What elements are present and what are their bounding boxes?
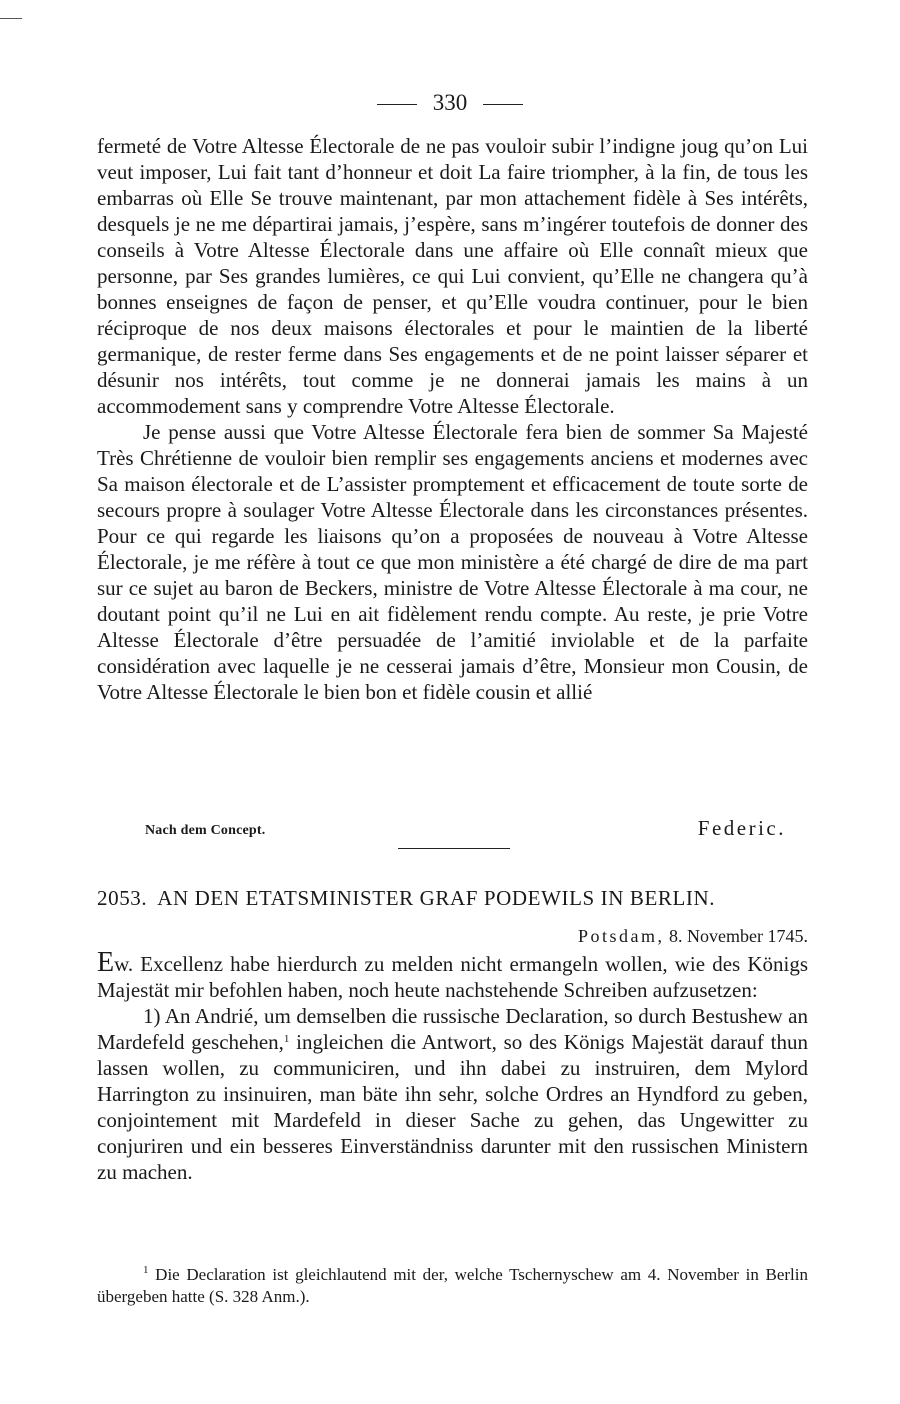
french-paragraph-2: Je pense aussi que Votre Altesse Électorale fera bien de sommer Sa Majesté Très Chrétienne de vouloir bien remplir ses engagements anciens et modernes avec Sa maison électorale et de L’assister promptement et efficacement de toute sorte de secours propre à soulager Votre Altesse Électorale dans les circonstances présentes. Pour ce qui regarde les liaisons qu’on a proposées de nouveau à Votre Altesse Électorale, je me réfère à tout ce que mon ministère a été chargé de dire de ma part sur ce sujet au baron de Beckers, ministre de Votre Altesse Électorale à ma cour, ne doutant point qu’il ne Lui en ait fidèlement rendu compte. Au reste, je prie Votre Altesse Électorale d’être persuadée de l’amitié inviolable et de la parfaite considération avec laquelle je ne cesserai jamais d’être, Monsieur mon Cousin, de Votre Altesse Électorale le bien bon et fidèle cousin et allié: [97, 420, 808, 704]
page-number: 330: [432, 90, 468, 115]
german-item-1-text-a: 1) An Andrié, um demselben die russische Declaration, so durch Bestushew an Mardefeld geschehen,: [97, 1004, 808, 1054]
german-intro-text: w. Excellenz habe hierdurch zu melden nicht ermangeln wollen, wie des Königs Majestät mir befohlen haben, noch heute nachstehende Schreiben aufzusetzen:: [97, 952, 808, 1002]
footnote: [97, 1264, 808, 1308]
german-item-1-text-b: ingleichen die Antwort, so des Königs Majestät darauf thun lassen wollen, zu communiciren, und ihn dabei zu instruiren, dem Mylord Harrington zu insinuiren, man bäte ihn sehr, solche Ordres an Hyndford zu geben, conjointement mit Mardefeld in dieser Sache zu gehen, das Ungewitter zu conjuriren und ein besseres Einverständniss darunter mit den russischen Ministern zu machen.: [97, 1030, 808, 1184]
french-letter-text: [97, 133, 808, 705]
footnote-marker: 1: [143, 1264, 149, 1276]
document-date: 8. November 1745.: [669, 926, 808, 946]
german-letter-text: [97, 947, 808, 1185]
document-place: Potsdam,: [578, 926, 665, 946]
document-number: 2053.: [97, 886, 148, 910]
signature: Federic.: [697, 816, 786, 840]
source-note: Nach dem Concept.: [145, 823, 266, 838]
header-dash-right: [483, 104, 523, 105]
page-header: [0, 88, 900, 118]
german-intro-paragraph: [97, 947, 808, 1003]
header-dash-left: [377, 104, 417, 105]
scan-edge-mark: [0, 18, 22, 19]
french-paragraph-1: fermeté de Votre Altesse Électorale de ne pas vouloir subir l’indigne joug qu’on Lui veut imposer, Lui fait tant d’honneur et doit La faire triompher, à la fin, de tous les embarras où Elle Se trouve maintenant, par mon attachement fidèle à Ses intérêts, desquels je ne me départirai jamais, j’espère, sans m’ingérer toutefois de donner des conseils à Votre Altesse Électorale dans une affaire où Elle connaît mieux que personne, par Ses grandes lumières, ce qui Lui convient, qu’Elle ne changera qu’à bonnes enseignes de façon de penser, et qu’Elle voudra continuer, pour le bien réciproque de nos deux maisons électorales et pour le maintien de la liberté germanique, de rester ferme dans Ses engagements et de ne point laisser séparer et désunir nos intérêts, tout comme je ne donnerai jamais les mains à un accommodement sans y comprendre Votre Altesse Électorale.: [97, 134, 808, 418]
initial-letter: E: [97, 947, 115, 978]
document-heading: [97, 884, 808, 912]
document-title: AN DEN ETATSMINISTER GRAF PODEWILS IN BERLIN.: [157, 886, 716, 910]
place-date: [578, 924, 808, 948]
section-separator: [398, 848, 510, 849]
german-item-1: [97, 1003, 808, 1185]
letter-signoff: [97, 816, 808, 846]
footnote-reference: 1: [283, 1033, 290, 1045]
footnote-text: Die Declaration ist gleichlautend mit der, welche Tschernyschew am 4. November in Berlin übergeben hatte (S. 328 Anm.).: [97, 1265, 808, 1306]
